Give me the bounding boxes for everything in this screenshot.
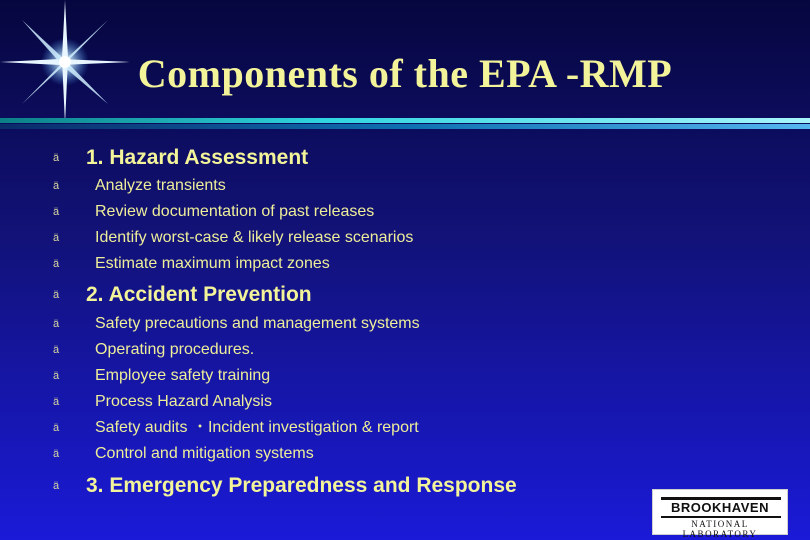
bullet-icon: ä [53, 152, 60, 164]
section-heading-emergency-preparedness: 3. Emergency Preparedness and Response [86, 474, 517, 497]
bullet-text: Estimate maximum impact zones [95, 255, 330, 272]
slide-title: Components of the EPA -RMP [137, 51, 673, 96]
bullet-text: Analyze transients [95, 177, 226, 194]
logo-subtitle: NATIONAL LABORATORY [682, 519, 758, 539]
section-heading-accident-prevention: 2. Accident Prevention [86, 283, 312, 306]
bullet-icon: ä [53, 206, 60, 218]
logo-name: BROOKHAVEN [671, 500, 769, 515]
bullet-icon: ä [53, 480, 60, 492]
bullet-icon: ä [53, 258, 60, 270]
bullet-icon: ä [53, 344, 60, 356]
bullet-text: Employee safety training [95, 367, 271, 384]
bullet-icon: ä [53, 370, 60, 382]
bullet-icon: ä [53, 180, 60, 192]
bullet-icon: ä [53, 289, 60, 301]
bullet-text: Review documentation of past releases [95, 203, 375, 220]
bullet-icon: ä [53, 318, 60, 330]
bullet-text: Control and mitigation systems [95, 445, 314, 462]
brookhaven-logo [652, 489, 788, 539]
section-heading-hazard-assessment: 1. Hazard Assessment [86, 146, 309, 169]
bullet-icon: ä [53, 422, 60, 434]
bullet-text: Identify worst-case & likely release scenarios [95, 229, 414, 246]
bullet-icon: ä [53, 448, 60, 460]
bullet-icon: ä [53, 232, 60, 244]
bullet-text: Safety audits ・Incident investigation & report [95, 419, 419, 436]
title-divider [0, 118, 810, 134]
bullet-text: Operating procedures. [95, 341, 255, 358]
bullet-icon: ä [53, 396, 60, 408]
bullet-text: Safety precautions and management systems [95, 315, 420, 332]
bullet-text: Process Hazard Analysis [95, 393, 272, 410]
